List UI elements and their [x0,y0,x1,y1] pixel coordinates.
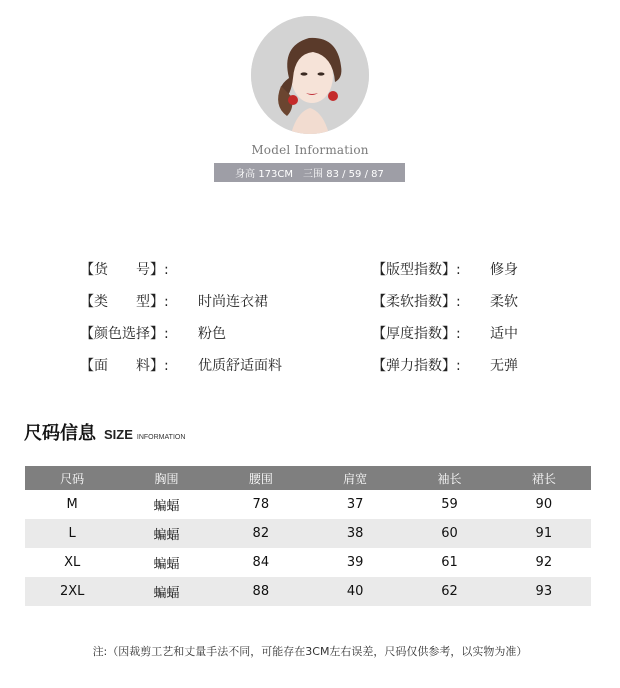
size-section-heading [24,419,185,445]
spec-value: 优质舒适面料 [198,358,282,374]
table-cell: 61 [441,555,458,570]
table-cell: XL [64,555,81,570]
spec-value: 粉色 [198,326,226,342]
table-cell: 蝙蝠 [119,577,213,606]
table-cell: 60 [402,519,496,548]
spec-row-fabric [80,355,320,375]
table-row [25,519,591,548]
size-title-en: SIZE [104,427,133,442]
table-cell: 91 [497,519,591,548]
spec-value: 适中 [490,326,518,342]
spec-value: 柔软 [490,294,518,310]
spec-label: 【货 号】: [80,262,169,278]
table-cell: 39 [346,555,364,570]
model-bust-waist-hip: 三围 83 / 59 / 87 [303,169,384,180]
table-cell: 92 [535,555,553,570]
table-cell: 38 [308,519,402,548]
spec-row-elasticity-index [372,355,572,375]
spec-label: 【类 型】: [80,294,169,310]
size-table [25,466,591,606]
spec-row-item-number [80,259,320,279]
spec-label: 【版型指数】: [372,262,461,278]
spec-value: 无弹 [490,358,518,374]
table-cell: 蝙蝠 [119,519,213,548]
table-cell: 78 [252,497,270,512]
spec-label: 【厚度指数】: [372,326,461,342]
table-cell: 93 [497,577,591,606]
spec-row-fit-index [372,259,572,279]
column-header: 裙长 [497,466,591,490]
spec-row-type [80,291,320,311]
table-cell: 62 [402,577,496,606]
table-cell: 82 [214,519,308,548]
table-row [25,490,591,519]
table-cell: 蝙蝠 [153,499,180,514]
table-cell: 37 [346,497,364,512]
measurement-note: 注:（因裁剪工艺和丈量手法不同，可能存在3CM左右误差，尺码仅供参考，以实物为准） [92,645,528,658]
model-photo [251,16,369,134]
table-cell: 90 [535,497,553,512]
column-header: 尺码 [25,466,119,490]
table-cell: 蝙蝠 [153,557,180,572]
table-cell: 88 [214,577,308,606]
spec-row-softness-index [372,291,572,311]
model-info-title: Model Information [251,143,369,157]
table-cell: 40 [308,577,402,606]
model-measurements-bar [214,163,405,182]
table-cell: 59 [441,497,458,512]
spec-label: 【颜色选择】: [80,326,169,342]
size-title-cn: 尺码信息 [24,423,96,444]
table-cell: M [66,497,78,512]
column-header: 胸围 [119,466,213,490]
spec-label: 【弹力指数】: [372,358,461,374]
spec-label: 【柔软指数】: [372,294,461,310]
model-height: 身高 173CM [235,169,294,180]
size-title-en-small: INFORMATION [136,434,186,441]
spec-row-thickness-index [372,323,572,343]
table-cell: 2XL [25,577,119,606]
column-header: 肩宽 [308,466,402,490]
table-cell: L [25,519,119,548]
table-row [25,548,591,577]
table-row [25,577,591,606]
table-cell: 84 [252,555,270,570]
column-header: 腰围 [214,466,308,490]
column-header: 袖长 [402,466,496,490]
size-table-header-row [25,466,591,490]
spec-row-color [80,323,320,343]
spec-value: 修身 [490,262,518,278]
spec-value: 时尚连衣裙 [198,294,268,310]
spec-label: 【面 料】: [80,358,169,374]
